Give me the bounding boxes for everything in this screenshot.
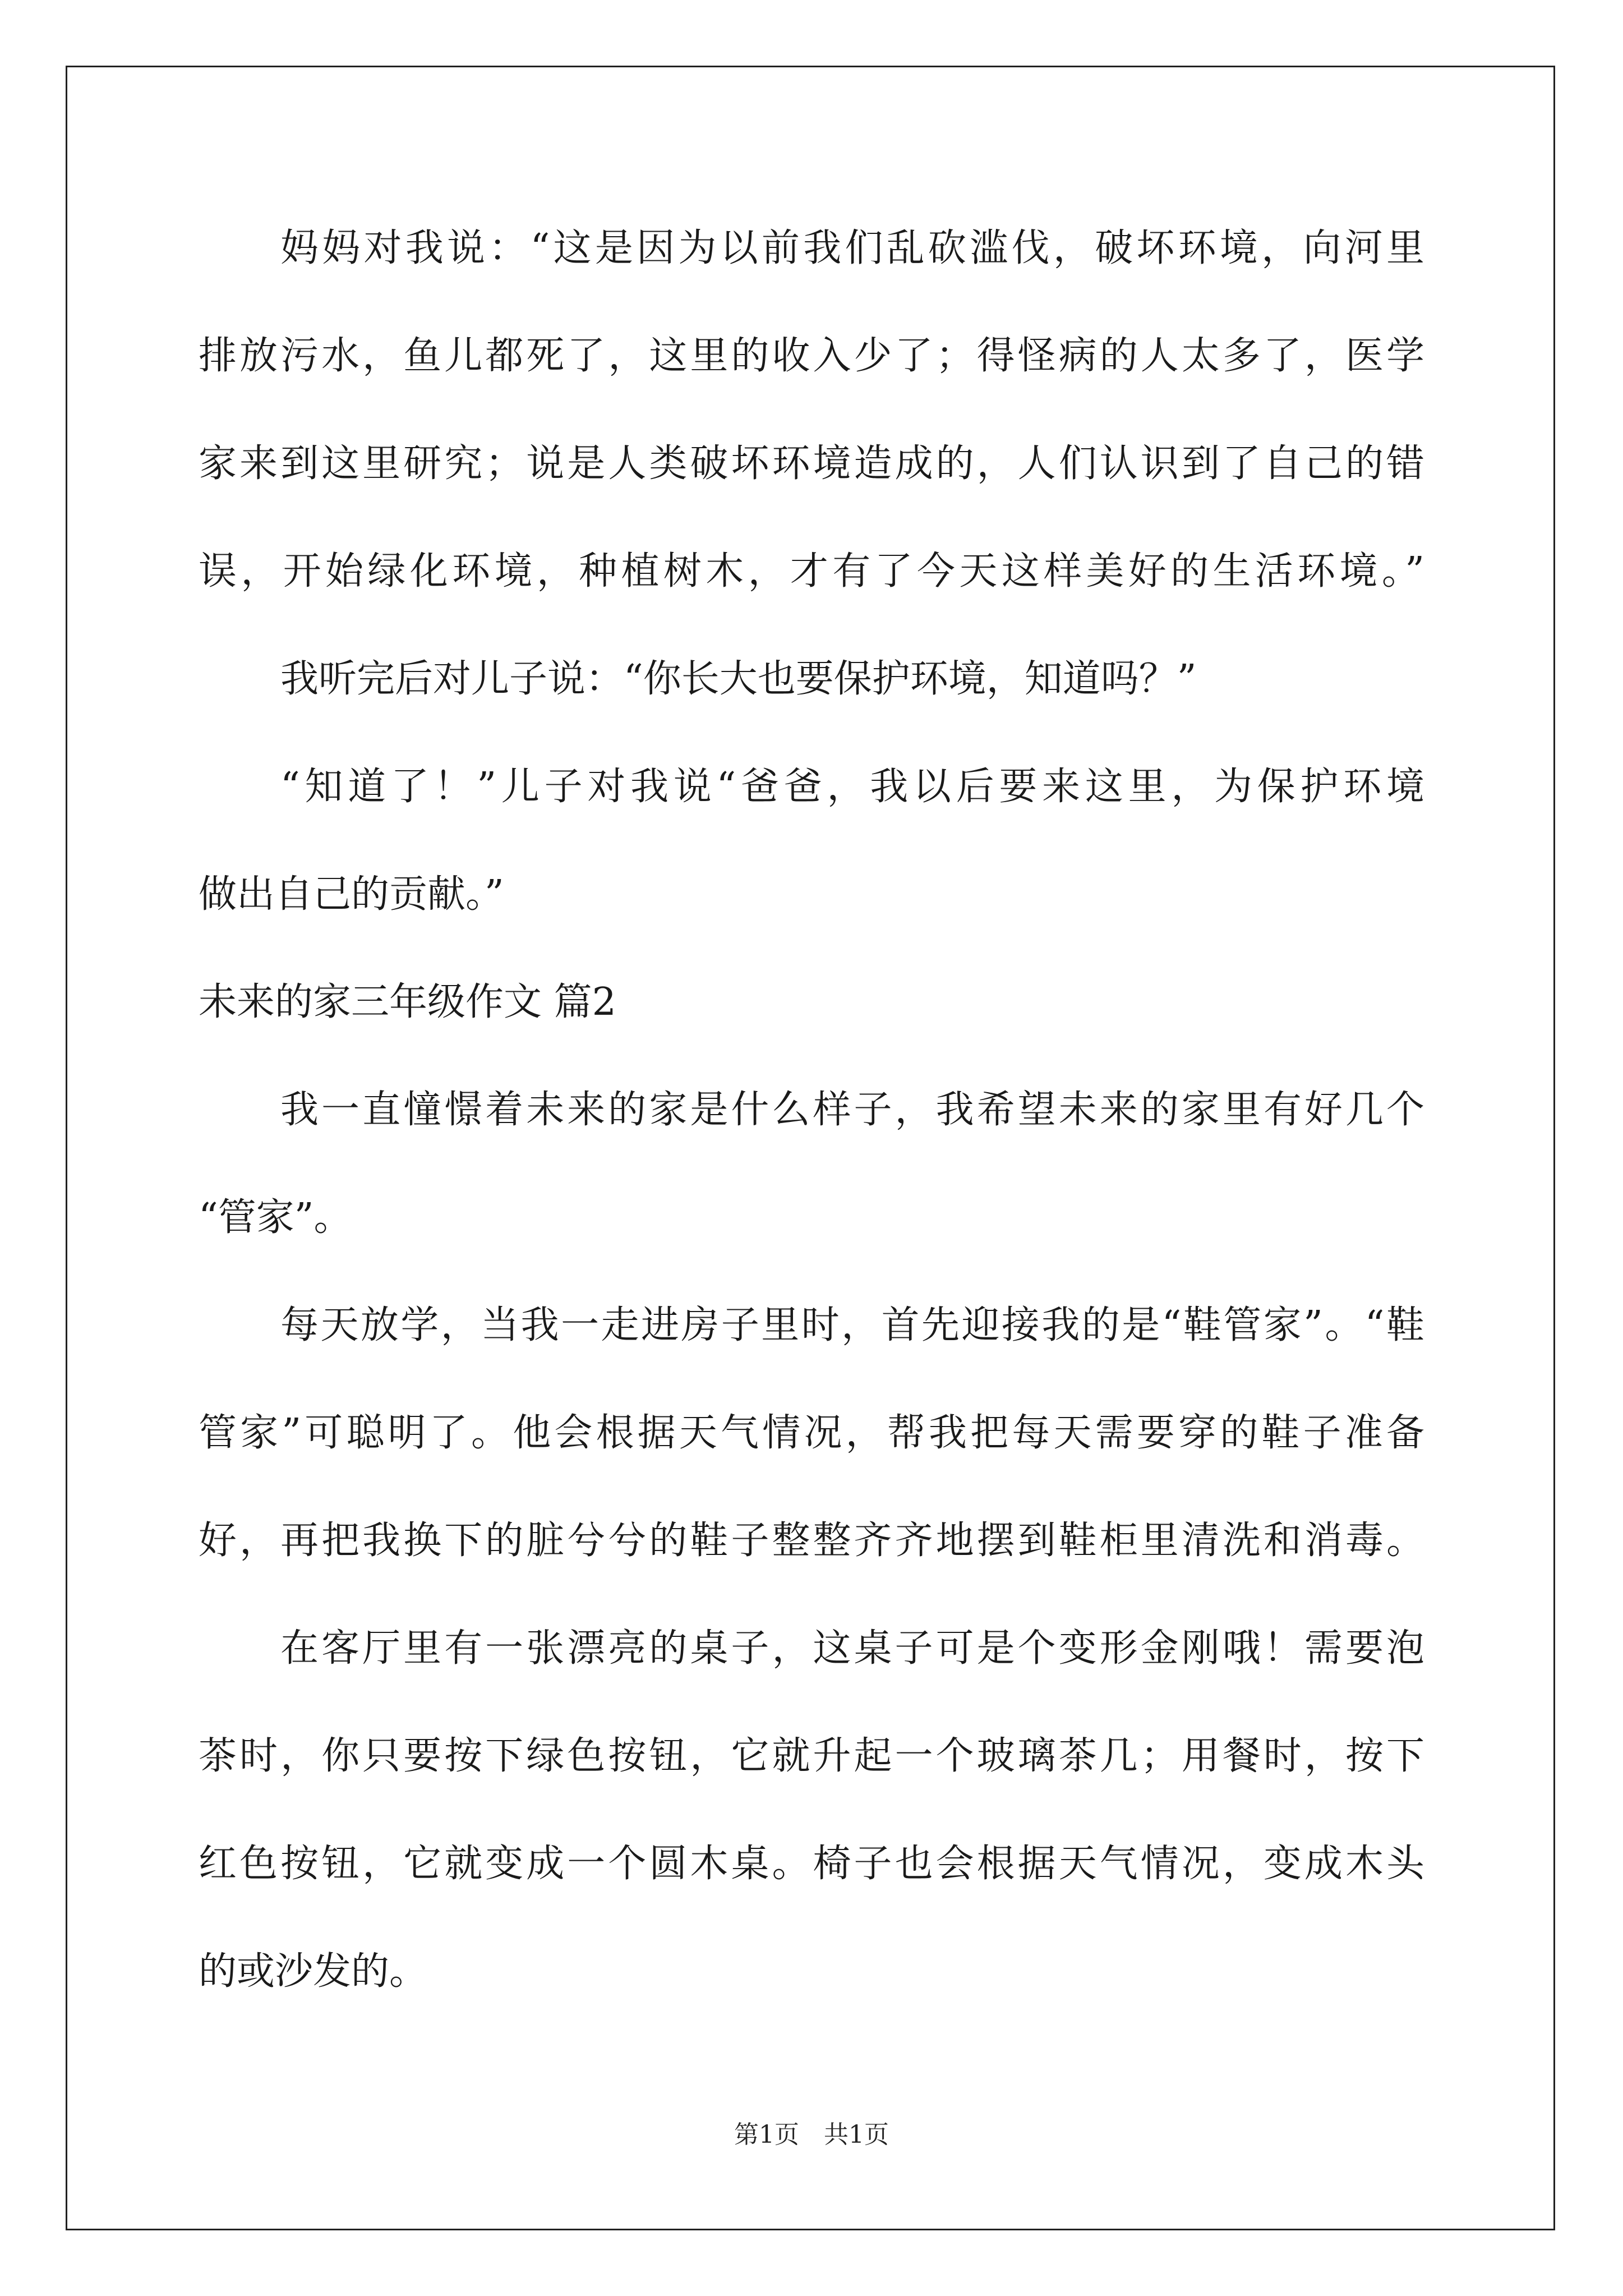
paragraph-3-line-2: 做出自己的贡献。” <box>199 872 504 917</box>
paragraph-6-line-4: 的或沙发的。 <box>199 1949 428 1994</box>
paragraph-6-line-3: 红色按钮，它就变成一个圆木桌。椅子也会根据天气情况，变成木头 <box>199 1842 1424 1886</box>
paragraph-5-line-2: 管家”可聪明了。他会根据天气情况，帮我把每天需要穿的鞋子准备 <box>199 1411 1424 1455</box>
paragraph-1-line-4: 误，开始绿化环境，种植树木，才有了今天这样美好的生活环境。” <box>199 549 1424 593</box>
paragraph-1-line-2: 排放污水，鱼儿都死了，这里的收入少了；得怪病的人太多了，医学 <box>199 334 1424 378</box>
paragraph-4-line-2: “管家”。 <box>199 1195 352 1240</box>
paragraph-3-line-1: “知道了！”儿子对我说“爸爸，我以后要来这里，为保护环境 <box>280 765 1424 809</box>
paragraph-6-line-1: 在客厅里有一张漂亮的桌子，这桌子可是个变形金刚哦！需要泡 <box>280 1626 1424 1671</box>
paragraph-1-line-1: 妈妈对我说：“这是因为以前我们乱砍滥伐，破坏环境，向河里 <box>280 226 1424 270</box>
paragraph-5-line-3: 好，再把我换下的脏兮兮的鞋子整整齐齐地摆到鞋柜里清洗和消毒。 <box>199 1519 1424 1563</box>
page-number-footer: 第1页 共1页 <box>734 2120 889 2149</box>
paragraph-4-line-1: 我一直憧憬着未来的家是什么样子，我希望未来的家里有好几个 <box>280 1088 1424 1132</box>
page-border <box>66 66 1555 2230</box>
paragraph-1-line-3: 家来到这里研究；说是人类破坏环境造成的，人们认识到了自己的错 <box>199 441 1424 486</box>
section-heading: 未来的家三年级作文 篇2 <box>199 980 616 1024</box>
paragraph-6-line-2: 茶时，你只要按下绿色按钮，它就升起一个玻璃茶几；用餐时，按下 <box>199 1734 1424 1778</box>
paragraph-5-line-1: 每天放学，当我一走进房子里时，首先迎接我的是“鞋管家”。“鞋 <box>280 1303 1424 1347</box>
paragraph-2-line-1: 我听完后对儿子说：“你长大也要保护环境，知道吗？” <box>280 657 1197 701</box>
